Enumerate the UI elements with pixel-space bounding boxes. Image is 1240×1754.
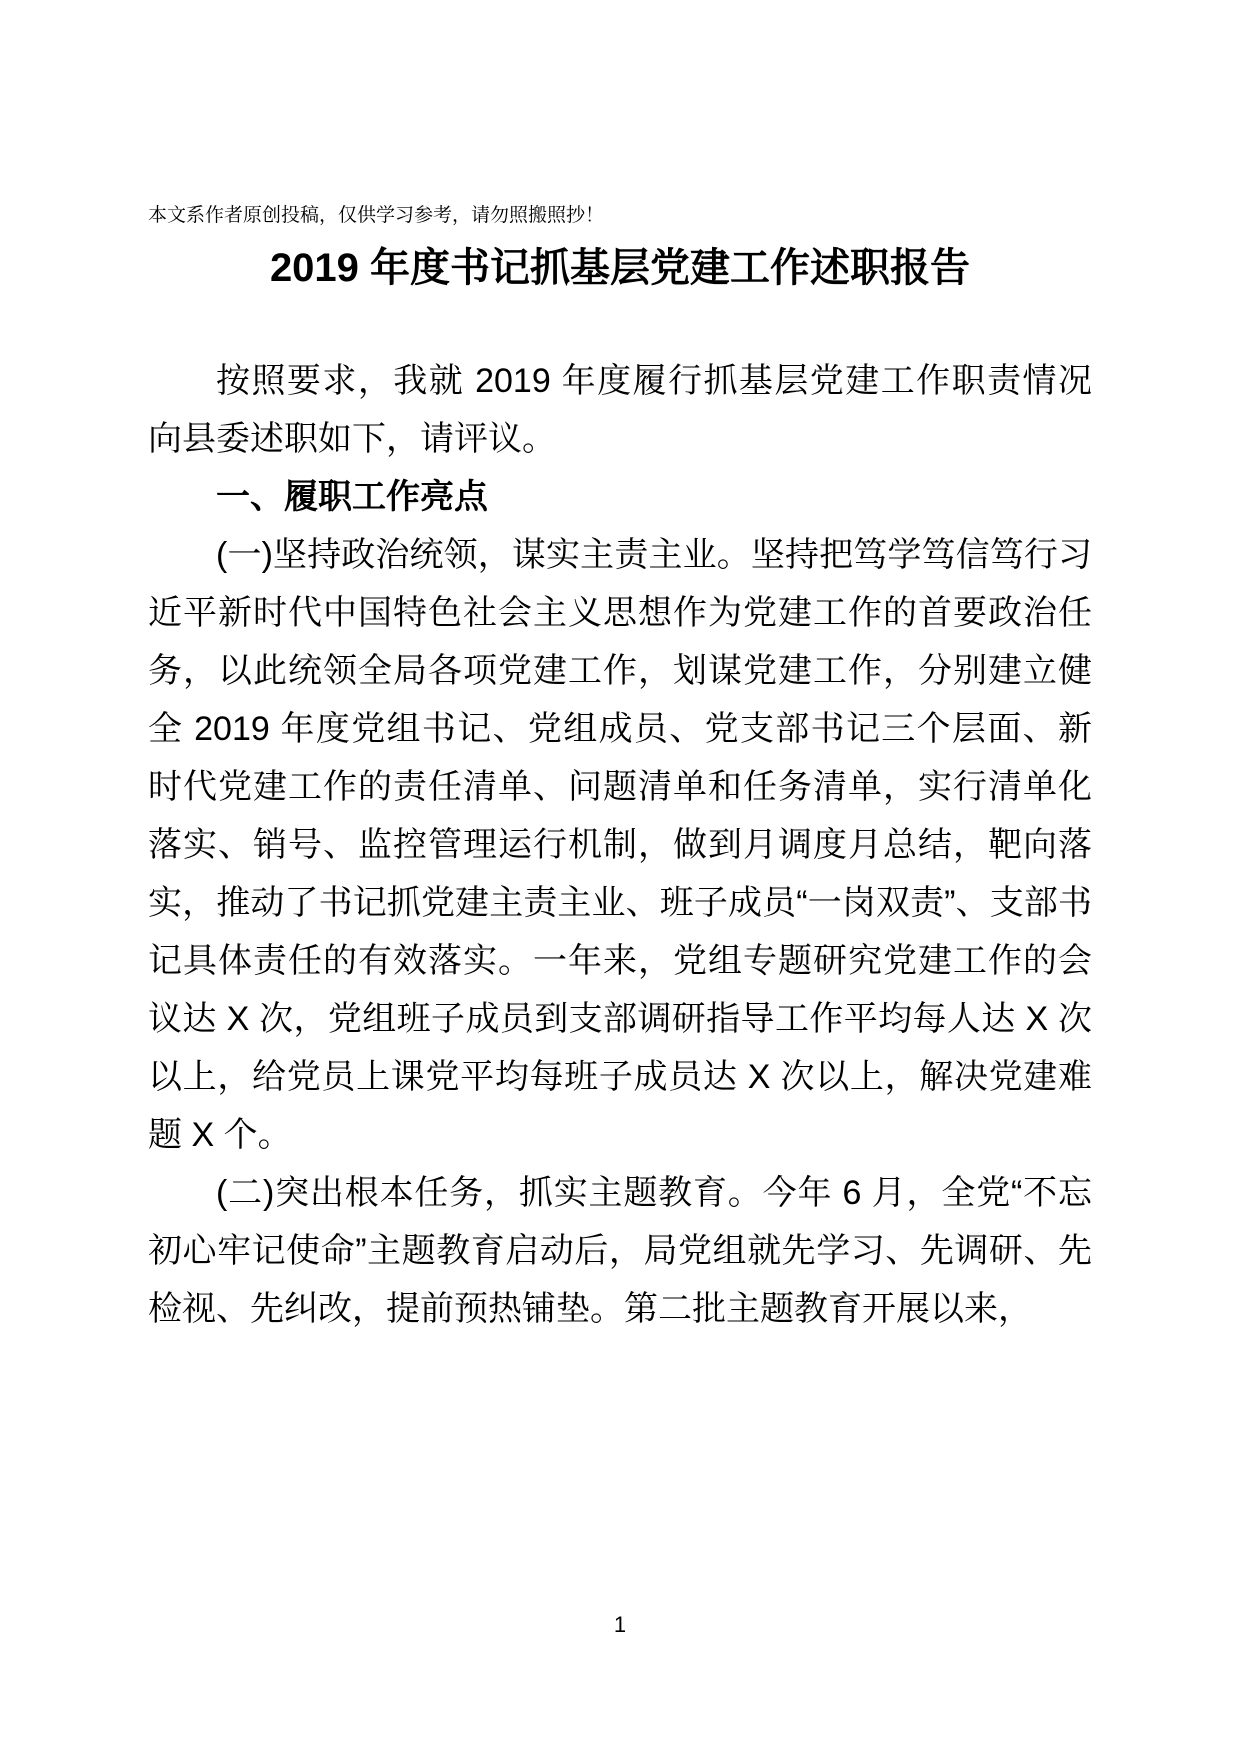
page-number: 1 [613,1612,627,1637]
paragraph-intro: 按照要求，我就 2019 年度履行抓基层党建工作职责情况向县委述职如下，请评议。 [148,362,1092,458]
document-body [148,352,1092,1338]
paragraph-point-1: (一)坚持政治统领，谋实主责主业。坚持把笃学笃信笃行习近平新时代中国特色社会主义思想作为党建工作的首要政治任务，以此统领全局各项党建工作，划谋党建工作，分别建立健全 2019 年度党组书记、党组成员、党支部书记三个层面、新时代党建工作的责任清单、问题清单和任务清单，实行清单化落实、销号、监控管理运行机制，做到月调度月总结，靶向落实，推动了书记抓党建主责主业、班子成员“一岗双责”、支部书记具体责任的有效落实。一年来，党组专题研究党建工作的会议达 X 次，党组班子成员到支部调研指导工作平均每人达 X 次以上，给党员上课党平均每班子成员达 X 次以上，解决党建难题 X 个。 [148,536,1092,1154]
disclaimer-note: 本文系作者原创投稿，仅供学习参考，请勿照搬照抄！ [148,205,605,226]
section-heading-highlights: 一、履职工作亮点 [216,478,488,516]
paragraph-point-2: (二)突出根本任务，抓实主题教育。今年 6 月，全党“不忘初心牢记使命”主题教育启动后，局党组就先学习、先调研、先检视、先纠改，提前预热铺垫。第二批主题教育开展以来， [148,1174,1092,1328]
document-title: 2019 年度书记抓基层党建工作述职报告 [269,246,971,290]
